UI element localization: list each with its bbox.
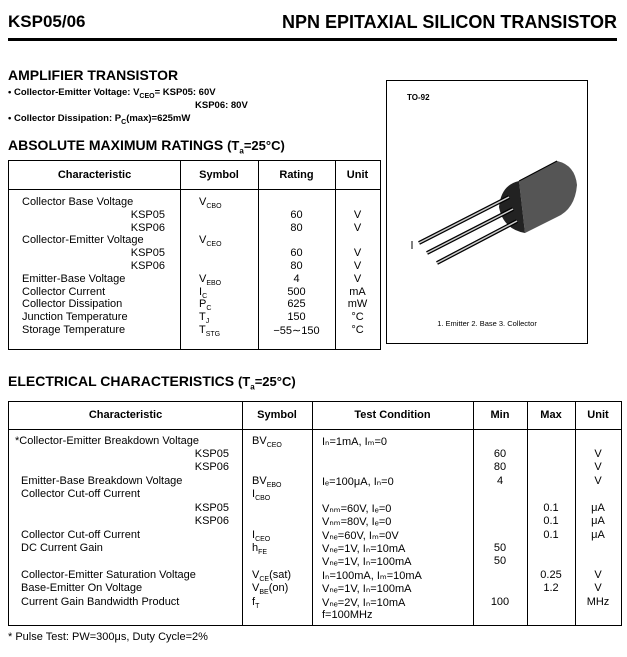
header-rule [8,38,617,41]
ec-row-11-unit: V [594,582,602,594]
ec-row-12-symbol [252,596,259,610]
amr-row-4-rating: 60 [290,247,303,260]
ec-header-test-condition: Test Condition [354,409,431,421]
ec-row-11-symbol-tail: (on) [268,582,289,594]
ec-row-12-min: 100 [490,596,510,608]
ec-row-3-unit: V [594,475,602,487]
ec-header-symbol: Symbol [257,409,297,421]
section-title-amr [8,137,285,156]
ec-row-12-symbol-sub: T [255,603,260,611]
amr-row-2-unit: V [353,221,362,234]
ec-header-max: Max [540,409,562,421]
amr-row-10-unit: °C [351,324,364,336]
ec-row-5-characteristic: KSP05 [194,502,229,514]
ec-row-6-max: 0.1 [543,515,559,527]
electrical-characteristics-table [8,401,622,626]
amr-title-text: ABSOLUTE MAXIMUM RATINGS [8,137,224,153]
ec-row-7-unit: μA [591,529,605,541]
ec-row-6-unit: μA [591,515,605,527]
ec-row-6-characteristic: KSP06 [194,515,229,527]
amr-cond-pre: (T [227,138,240,153]
ec-row-0-symbol [252,435,282,449]
amr-row-5-characteristic: KSP06 [130,260,165,272]
amr-row-9-symbol-base: T [199,311,206,324]
package-pin-legend: 1. Emitter 2. Base 3. Collector [437,319,537,328]
ec-row-12-condition: Vₙₑ=2V, Iₙ=10mA [322,597,406,609]
amr-row-2-characteristic: KSP06 [130,221,165,234]
ec-header-min: Min [490,409,510,421]
amr-row-10-symbol-sub: STG [205,331,221,339]
ec-row-0-characteristic: *Collector-Emitter Breakdown Voltage [15,435,200,447]
ec-row-9-min: 50 [493,555,507,567]
ec-header-characteristic: Characteristic [88,409,163,421]
amr-row-3-characteristic: Collector-Emitter Voltage [22,234,144,247]
ec-row-6-condition: Vₙₘ=80V, Iₑ=0 [322,516,392,528]
ec-row-11-symbol [252,582,288,596]
amr-row-10-symbol [199,324,220,338]
ec-row-10-symbol-sub: CE [259,576,270,584]
amr-row-9-characteristic: Junction Temperature [22,311,128,324]
ec-row-9-condition: Vₙₑ=1V, Iₙ=100mA [322,556,412,568]
amr-row-0-symbol [199,196,222,210]
amr-row-10-symbol-base: T [199,324,206,336]
amr-header-characteristic: Characteristic [57,169,132,181]
ec-row-10-max: 0.25 [540,569,562,581]
ec-row-0-condition: Iₙ=1mA, Iₘ=0 [322,436,388,448]
ec-row-2-characteristic: KSP06 [194,461,229,473]
ec-row-11-symbol-sub: BE [259,589,269,597]
to92-package-illustration [407,151,577,271]
bullet-vceo-ksp06: KSP06: 80V [195,100,248,111]
amr-row-9-rating: 150 [287,311,306,324]
ec-row-4-symbol [252,488,270,502]
amr-row-1-unit: V [353,208,362,221]
ec-row-5-unit: μA [591,502,605,514]
ec-header-unit: Unit [587,409,609,421]
ec-row-8-condition: Vₙₑ=1V, Iₙ=10mA [322,543,406,555]
ec-row-10-unit: V [594,569,602,581]
ec-row-7-max: 0.1 [543,529,559,541]
package-name: TO-92 [407,93,430,102]
ec-row-5-max: 0.1 [543,502,559,514]
bullet-pc [8,113,190,126]
bullet-pc-val: (max)=625mW [126,113,191,124]
bullet-pc-sub: C [121,118,127,126]
ec-row-0-symbol-sub: CEO [266,442,282,450]
document-title: NPN EPITAXIAL SILICON TRANSISTOR [281,12,617,32]
amr-row-0-symbol-base: V [199,196,207,208]
part-number: KSP05/06 [8,12,86,31]
ec-row-12-unit: MHz [586,596,610,608]
ec-row-10-characteristic: Collector-Emitter Saturation Voltage [21,569,196,581]
amr-row-7-symbol-sub: C [202,292,208,300]
ec-row-8-symbol-base: h [252,542,259,554]
amr-row-4-unit: V [353,247,362,260]
ec-row-0-symbol-base: BV [252,435,267,447]
ec-row-7-symbol-sub: CEO [255,536,271,544]
ec-row-13-condition: f=100MHz [322,609,373,621]
ec-row-3-condition: Iₑ=100μA, Iₙ=0 [322,476,394,488]
ec-row-3-min: 4 [496,475,504,487]
footnote: * Pulse Test: PW=300μs, Duty Cycle=2% [8,631,208,643]
ec-title-text: ELECTRICAL CHARACTERISTICS [8,373,235,389]
ec-row-12-characteristic: Current Gain Bandwidth Product [21,596,180,608]
ec-row-8-min: 50 [493,542,507,554]
amr-row-4-characteristic: KSP05 [130,247,165,260]
amr-cond-post: =25°C) [243,138,285,153]
bullet-vceo-ksp05: = KSP05: 60V [154,87,216,98]
amr-row-5-unit: V [353,260,362,272]
ec-row-11-symbol-base: V [252,582,260,594]
amr-row-7-characteristic: Collector Current [22,285,106,298]
amr-row-6-symbol-base: V [199,272,207,285]
ec-row-1-unit: V [594,448,602,460]
amr-row-0-characteristic: Collector Base Voltage [22,196,134,208]
amr-row-8-unit: mW [347,298,368,311]
bullet-vceo [8,87,216,100]
amr-row-6-unit: V [353,272,362,285]
package-drawing-box [386,80,588,344]
amr-row-5-rating: 80 [290,260,303,272]
amr-row-1-characteristic: KSP05 [130,208,165,221]
ec-cond-post: =25°C) [254,374,296,389]
amr-row-7-symbol-base: I [199,285,203,298]
amr-row-6-symbol-sub: EBO [206,279,222,287]
amr-row-3-symbol [199,234,222,248]
ec-row-4-characteristic: Collector Cut-off Current [21,488,141,500]
amr-row-3-symbol-base: V [199,234,207,247]
amr-header-unit: Unit [346,169,369,181]
ec-row-7-symbol-base: I [252,529,256,541]
ec-row-10-condition: Iₙ=100mA, Iₘ=10mA [322,570,422,582]
ec-row-3-symbol-base: BV [252,475,267,487]
ec-row-4-symbol-sub: CBO [255,495,271,503]
amr-row-3-symbol-sub: CEO [206,241,222,249]
bullet-vceo-sub: CEO [139,92,155,100]
ec-row-12-symbol-base: f [252,596,256,608]
ec-row-7-characteristic: Collector Cut-off Current [21,529,141,541]
ec-row-3-characteristic: Emitter-Base Breakdown Voltage [21,475,183,487]
section-title-ec [8,373,296,392]
amr-row-2-rating: 80 [290,221,303,234]
ec-row-10-symbol-base: V [252,569,260,581]
amr-row-6-characteristic: Emitter-Base Voltage [22,272,126,285]
amr-row-7-rating: 500 [287,285,306,298]
ec-row-3-symbol-sub: EBO [266,482,282,490]
bullet-vceo-label: • Collector-Emitter Voltage: V [8,87,140,98]
ec-row-2-unit: V [594,461,602,473]
ec-row-1-min: 60 [493,448,507,460]
ec-row-10-symbol-tail: (sat) [269,569,292,581]
amr-row-8-symbol-sub: C [206,305,212,313]
ec-cond-pre: (T [237,374,251,389]
amr-cond-sub: a [239,146,244,156]
amr-row-0-symbol-sub: CBO [206,203,222,211]
ec-row-8-symbol [252,542,267,556]
ec-row-11-max: 1.2 [543,582,559,594]
ec-row-8-symbol-sub: FE [258,549,268,557]
amr-row-7-unit: mA [349,285,366,298]
ec-row-8-characteristic: DC Current Gain [21,542,103,554]
amr-row-9-symbol-sub: J [205,318,210,326]
ec-cond-sub: a [250,382,255,392]
amr-header-rating: Rating [279,169,314,181]
amr-row-1-rating: 60 [290,208,303,221]
ec-row-11-characteristic: Base-Emitter On Voltage [21,582,143,594]
ec-row-7-condition: Vₙₑ=60V, Iₘ=0V [322,530,399,542]
absolute-maximum-ratings-table [8,160,381,350]
amr-row-8-characteristic: Collector Dissipation [22,298,123,311]
amr-row-8-symbol-base: P [199,298,207,311]
ec-row-2-min: 80 [493,461,507,473]
ec-row-11-condition: Vₙₑ=1V, Iₙ=100mA [322,583,412,595]
ec-row-1-characteristic: KSP05 [194,448,229,460]
ec-row-4-symbol-base: I [252,488,256,500]
amr-row-9-unit: °C [351,311,364,324]
bullet-pc-label: • Collector Dissipation: P [8,113,122,124]
amr-row-8-rating: 625 [287,298,306,311]
amr-row-10-characteristic: Storage Temperature [22,324,126,336]
amr-row-10-rating: −55∼150 [273,325,320,337]
amr-row-6-rating: 4 [293,272,300,285]
section-title-amplifier: AMPLIFIER TRANSISTOR [8,67,179,83]
ec-row-5-condition: Vₙₘ=60V, Iₑ=0 [322,503,392,515]
amr-header-symbol: Symbol [199,169,239,181]
